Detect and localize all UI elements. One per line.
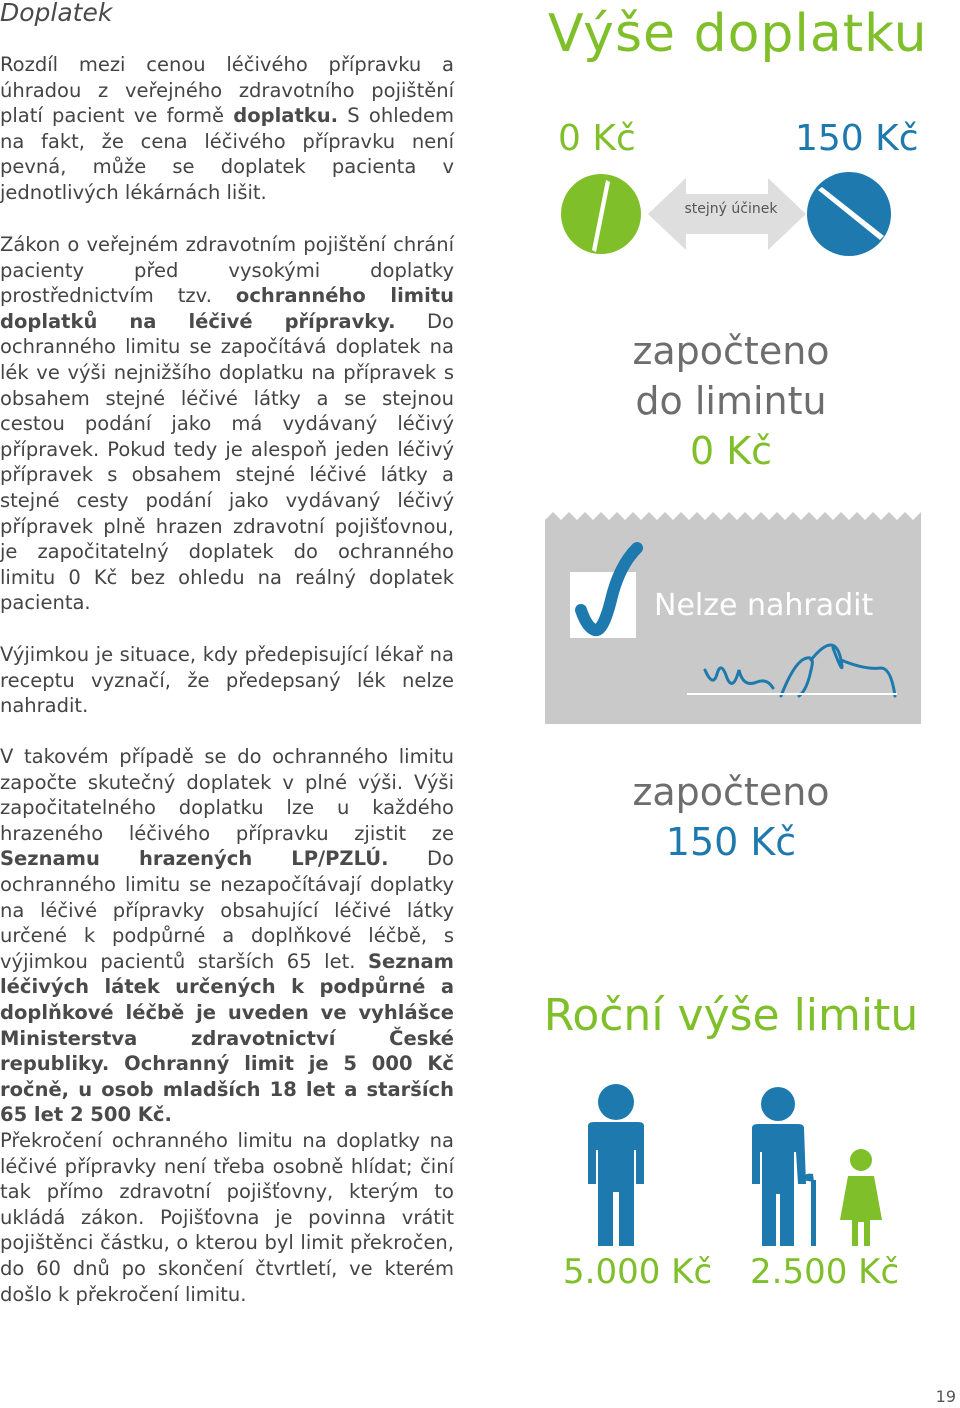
p4-text: V takovém případě se do ochranného limitu započte skutečný doplatek v plné výši. Výši započitatelného doplatku lze u každého hrazeného léčivého přípravku zjistit ze (0, 745, 454, 845)
p1-text-2: S ohledem na fakt, že cena léčivého přípravku není pevná, může se doplatek pacienta v jednotlivých lékárnách lišit. (0, 104, 454, 204)
p3-text: Výjimkou je situace, kdy předepisující lékař na receptu vyznačí, že předepsaný lék nelze nahradit. (0, 643, 454, 718)
limit-adult: 5.000 Kč (563, 1252, 713, 1292)
adult-person-icon (588, 1084, 644, 1246)
counted-line-2: do limintu (635, 379, 827, 423)
p4-text-2: Do ochranného limitu se nezapočítávají doplatky na léčivé přípravky obsahující léčivé látky určené k podpůrné a doplňkové léčbě, s výjimkou pacientů starších 65 let. (0, 847, 454, 973)
counted2-line-1: započteno (632, 770, 830, 814)
price-right: 150 Kč (795, 118, 919, 159)
counted2-value: 150 Kč (665, 820, 797, 864)
p4-bold: Seznamu hrazených LP/PZLÚ. (0, 847, 389, 871)
counted-line-1: započteno (632, 329, 830, 373)
p2-bold: ochranného limitu doplatků na léčivé přípravky. (0, 284, 454, 333)
green-pill-icon (561, 174, 641, 254)
prescription-text: Nelze nahradit (654, 588, 874, 623)
counted-value-1: 0 Kč (689, 429, 773, 473)
price-left: 0 Kč (558, 118, 636, 159)
p4-bold-2: Seznam léčivých látek určených k podpůrné a doplňkové léčbě je uveden ve vyhlášce Ministerstva zdravotnictví České republiky. Ochranný limit je 5 000 Kč ročně, u osob mladších 18 let a starších 65 let 2 500 Kč. (0, 949, 454, 1127)
paragraph-protective-limit (0, 232, 454, 616)
annual-limit-title: Roční výše limitu (543, 990, 919, 1041)
p2-text: Zákon o veřejném zdravotním pojištění chrání pacienty před vysokými doplatky prostřednictvím tzv. (0, 233, 454, 308)
paragraph-exception (0, 642, 454, 719)
senior-person-icon (752, 1087, 816, 1246)
limit-child-senior: 2.500 Kč (750, 1252, 900, 1292)
counted-block-2 (545, 767, 917, 867)
child-person-icon (840, 1149, 882, 1246)
arrow-label: stejný účinek (684, 201, 778, 217)
people-figures (556, 1080, 926, 1250)
paragraph-full-copay (0, 744, 454, 1128)
p1-bold: doplatku. (233, 104, 339, 128)
paragraph-price-difference (0, 52, 454, 206)
page-number: 19 (935, 1387, 956, 1406)
p5-text: Překročení ochranného limitu na doplatky na léčivé přípravky není třeba osobně hlídat; činí tak přímo zdravotní pojišťovny, kterým to ukládá zákon. Pojišťovna je povinna vrátit pojištěnci částku, o kterou byl limit překročen, do 60 dnů po skončení čtvrtletí, ve kterém došlo k překročení limitu. (0, 1129, 454, 1306)
paragraph-limit-exceeded (0, 1128, 454, 1307)
counted-block-1 (545, 326, 917, 476)
blue-pill-icon (807, 172, 891, 256)
page-heading: Doplatek (0, 0, 113, 27)
infographic-title: Výše doplatku (548, 4, 928, 64)
p1-text: Rozdíl mezi cenou léčivého přípravku a úhradou z veřejného zdravotního pojištění platí pacient ve formě (0, 53, 454, 128)
p2-text-2: Do ochranného limitu se započítává doplatek na lék ve výši nejnižšího doplatku na přípravek s obsahem stejné léčivé látky a se stejnou cestou podání jako má vydávaný léčivý přípravek. Pokud tedy je alespoň jeden léčivý přípravek s obsahem stejné léčivé látky a stejné cesty podání jako vydávaný léčivý přípravek plně hrazen zdravotní pojišťovnou, je započitatelný doplatek do ochranného limitu 0 Kč bez ohledu na reálný doplatek pacienta. (0, 309, 454, 615)
